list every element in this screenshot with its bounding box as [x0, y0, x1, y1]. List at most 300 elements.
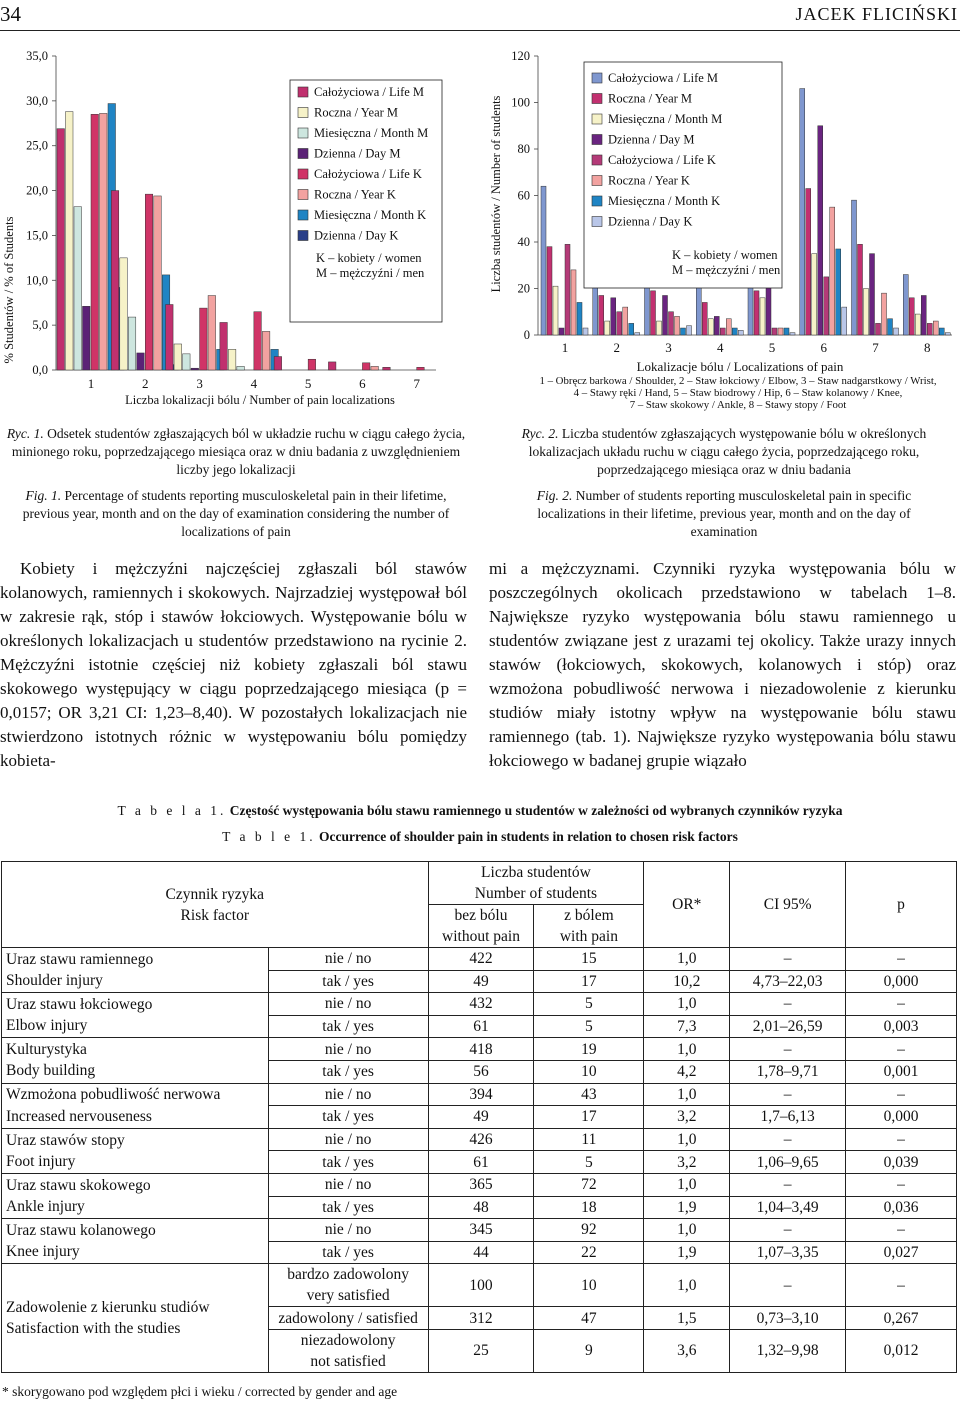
- bar-2-4: [611, 298, 616, 335]
- bar-8-8: [945, 333, 950, 335]
- risk-factor-en: Body building: [6, 1062, 96, 1080]
- cell-with: 47: [534, 1307, 644, 1330]
- caption-label: Ryc. 1.: [6, 426, 44, 441]
- level-text: tak / yes: [322, 1153, 374, 1171]
- cell-with: 72: [534, 1173, 644, 1196]
- figure-1-caption-pl: [6, 425, 466, 480]
- legend-swatch: [298, 190, 308, 200]
- cell-with: 5: [534, 993, 644, 1016]
- bar-3-6: [208, 296, 216, 370]
- bar-3-4: [191, 368, 199, 370]
- legend-note-men: M – mężczyźni / men: [316, 266, 425, 280]
- header-text: bez bólu: [454, 907, 508, 924]
- level-text: nie / no: [324, 1040, 372, 1058]
- bar-6-6: [371, 366, 379, 370]
- cell-p: –: [846, 948, 957, 971]
- risk-factor-cell: [2, 993, 269, 1038]
- bar-8-7: [939, 328, 944, 335]
- legend-swatch: [298, 149, 308, 159]
- cell-p: –: [846, 1264, 957, 1307]
- table-row: [2, 1173, 957, 1196]
- bar-6-4: [818, 126, 823, 335]
- risk-factor-pl: Kulturystyka: [6, 1041, 87, 1059]
- cell-p: 0,000: [846, 1106, 957, 1129]
- cell-ci: 1,07–3,35: [730, 1241, 846, 1264]
- legend-swatch: [298, 169, 308, 179]
- figure-2-chart: [480, 40, 960, 415]
- cell-or: 4,2: [644, 1060, 730, 1083]
- level-text: nie / no: [324, 950, 372, 968]
- cell-ci: –: [730, 1083, 846, 1106]
- cell-with: 10: [534, 1060, 644, 1083]
- bar-5-5: [772, 328, 777, 335]
- bar-2-1: [111, 191, 119, 370]
- cell-p: 0,001: [846, 1060, 957, 1083]
- cell-with: 5: [534, 1015, 644, 1038]
- header-rule: [0, 30, 960, 31]
- bar-4-6: [726, 319, 731, 335]
- cell-ci: 2,01–26,59: [730, 1015, 846, 1038]
- bar-8-6: [933, 321, 938, 335]
- level-cell: [268, 970, 428, 993]
- legend-label: Miesięczna / Month K: [314, 208, 427, 222]
- y-tick-label: 20,0: [26, 183, 48, 198]
- cell-with: 18: [534, 1196, 644, 1219]
- body-column-left: [0, 557, 467, 773]
- bar-5-5: [308, 359, 316, 370]
- cell-ci: –: [730, 1173, 846, 1196]
- risk-factor-cell: [2, 1264, 269, 1373]
- cell-or: 1,9: [644, 1241, 730, 1264]
- level-cell: [268, 1196, 428, 1219]
- risk-factor-cell: [2, 1128, 269, 1173]
- caption-label: Ryc. 2.: [521, 426, 559, 441]
- legend-label: Dzienna / Day M: [314, 146, 401, 161]
- x-tick-label: 5: [768, 340, 776, 355]
- table-row: [2, 993, 957, 1016]
- cell-ci: –: [730, 948, 846, 971]
- bar-1-6: [100, 113, 108, 370]
- cell-or: 1,0: [644, 948, 730, 971]
- cell-without: 25: [428, 1329, 534, 1372]
- cell-or: 3,6: [644, 1329, 730, 1372]
- legend-note-women: K – kobiety / women: [316, 251, 422, 265]
- level-cell: [268, 1241, 428, 1264]
- bar-2-5: [145, 194, 153, 370]
- bar-4-1: [220, 322, 228, 370]
- figure-1-x-axis-label: Liczba lokalizacji bólu / Number of pain localizations: [125, 393, 395, 407]
- x-tick-label: 7: [872, 340, 879, 355]
- cell-or: 1,0: [644, 1219, 730, 1242]
- header-with-pain: [534, 905, 644, 948]
- legend-swatch: [592, 217, 602, 227]
- legend-label: Miesięczna / Month M: [608, 112, 723, 126]
- legend-swatch: [592, 73, 602, 83]
- legend-note-women: K – kobiety / women: [672, 248, 778, 262]
- level-text: tak / yes: [322, 1108, 374, 1126]
- bar-6-1: [800, 89, 805, 335]
- cell-without: 365: [428, 1173, 534, 1196]
- bar-6-2: [806, 189, 811, 335]
- level-text: tak / yes: [322, 1198, 374, 1216]
- cell-or: 1,0: [644, 1128, 730, 1151]
- caption-text: Częstość występowania bólu stawu ramiennego u studentów w zależności od wybranych czynników ryzyka: [229, 803, 843, 818]
- bar-3-1: [166, 305, 174, 370]
- bar-5-4: [766, 286, 771, 335]
- header-ci: CI 95%: [730, 862, 846, 948]
- legend-label: Dzienna / Day K: [314, 228, 399, 243]
- bar-8-4: [921, 295, 926, 335]
- bar-3-3: [183, 354, 191, 370]
- legend-label: Całożyciowa / Life M: [314, 85, 425, 99]
- cell-ci: 0,73–3,10: [730, 1307, 846, 1330]
- legend-swatch: [592, 155, 602, 165]
- cell-p: –: [846, 1219, 957, 1242]
- header-text: with pain: [559, 928, 618, 945]
- bar-4-7: [732, 328, 737, 335]
- figure-1-chart: [0, 40, 480, 415]
- cell-ci: –: [730, 1038, 846, 1061]
- legend-label: Całożyciowa / Life K: [314, 167, 422, 181]
- cell-without: 61: [428, 1151, 534, 1174]
- bar-6-8: [842, 307, 847, 335]
- level-cell: [268, 948, 428, 971]
- bar-1-4: [83, 306, 91, 370]
- caption-text: Number of students reporting musculoskeletal pain in specific localizations in their lifetime, previous year, month and on the day of examination: [537, 488, 912, 540]
- table-row: [2, 1083, 957, 1106]
- level-text: tak / yes: [322, 1063, 374, 1081]
- bar-3-7: [681, 328, 686, 335]
- legend-label: Miesięczna / Month K: [608, 194, 721, 208]
- bar-1-3: [74, 207, 82, 370]
- bar-2-8: [635, 333, 640, 335]
- table-row: [2, 1038, 957, 1061]
- cell-with: 17: [534, 970, 644, 993]
- legend-swatch: [298, 87, 308, 97]
- cell-or: 1,9: [644, 1196, 730, 1219]
- x-tick-label: 5: [304, 376, 312, 391]
- table-row: [2, 948, 957, 971]
- x-tick-label: 1: [87, 376, 95, 391]
- y-tick-label: 30,0: [26, 93, 48, 108]
- cell-p: 0,027: [846, 1241, 957, 1264]
- bar-2-5: [617, 312, 622, 335]
- cell-p: 0,267: [846, 1307, 957, 1330]
- cell-or: 1,0: [644, 1038, 730, 1061]
- cell-or: 3,2: [644, 1151, 730, 1174]
- y-tick-label: 10,0: [26, 273, 48, 288]
- cell-with: 9: [534, 1329, 644, 1372]
- bar-3-5: [200, 308, 208, 370]
- cell-p: 0,012: [846, 1329, 957, 1372]
- cell-without: 312: [428, 1307, 534, 1330]
- legend-label: Dzienna / Day K: [608, 214, 693, 229]
- cell-or: 1,0: [644, 1264, 730, 1307]
- legend-swatch: [298, 128, 308, 138]
- level-text: niezadowolony: [300, 1331, 396, 1349]
- risk-factor-en: Satisfaction with the studies: [6, 1320, 181, 1338]
- bar-1-7: [577, 302, 582, 335]
- x-tick-label: 1: [561, 340, 569, 355]
- bar-6-3: [812, 254, 817, 335]
- bar-7-5: [417, 367, 425, 370]
- table-header-row: [2, 862, 957, 905]
- cell-ci: –: [730, 993, 846, 1016]
- page-number: 34: [0, 2, 21, 26]
- bar-6-7: [836, 249, 841, 335]
- level-cell: [268, 1151, 428, 1174]
- table-1-caption-pl: [0, 803, 960, 819]
- bar-5-6: [778, 328, 783, 335]
- y-tick-label: 120: [511, 49, 530, 63]
- table-row: [2, 1219, 957, 1242]
- y-tick-label: 25,0: [26, 138, 48, 153]
- cell-or: 7,3: [644, 1015, 730, 1038]
- risk-factor-en: Ankle injury: [6, 1198, 85, 1216]
- cell-with: 92: [534, 1219, 644, 1242]
- cell-without: 418: [428, 1038, 534, 1061]
- caption-label: T a b l e 1.: [222, 829, 316, 844]
- bar-5-1: [274, 357, 282, 370]
- y-tick-label: 40: [517, 235, 530, 249]
- header-text: z bólem: [564, 907, 614, 924]
- bar-7-4: [870, 254, 875, 335]
- level-text-en: not satisfied: [310, 1352, 386, 1370]
- bar-5-2: [754, 291, 759, 335]
- cell-p: –: [846, 1083, 957, 1106]
- bar-4-2: [228, 349, 236, 370]
- header-text: Number of students: [474, 885, 598, 902]
- risk-factor-cell: [2, 1038, 269, 1083]
- bar-7-5: [876, 323, 881, 335]
- level-cell: [268, 1173, 428, 1196]
- risk-factor-cell: [2, 1083, 269, 1128]
- legend-label: Całożyciowa / Life M: [608, 71, 719, 85]
- bar-2-7: [629, 323, 634, 335]
- y-tick-label: 20: [517, 281, 530, 296]
- header-number-of-students: [428, 862, 644, 905]
- cell-without: 432: [428, 993, 534, 1016]
- cell-with: 17: [534, 1106, 644, 1129]
- level-cell: [268, 993, 428, 1016]
- level-cell: [268, 1083, 428, 1106]
- x-tick-label: 4: [717, 340, 724, 355]
- bar-6-6: [830, 207, 835, 335]
- header-or: OR*: [644, 862, 730, 948]
- header-without-pain: [428, 905, 534, 948]
- bar-3-2: [651, 291, 656, 335]
- risk-factor-pl: Uraz stawów stopy: [6, 1131, 125, 1149]
- bar-3-8: [687, 326, 692, 335]
- x-tick-label: 2: [613, 340, 620, 355]
- bar-3-6: [675, 316, 680, 335]
- table-1-caption-en: [0, 829, 960, 845]
- legend-swatch: [298, 108, 308, 118]
- level-text: nie / no: [324, 1176, 372, 1194]
- cell-without: 48: [428, 1196, 534, 1219]
- bar-4-3: [708, 319, 713, 335]
- figure-2-caption-en: [504, 487, 944, 542]
- bar-1-3: [553, 286, 558, 335]
- legend-label: Całożyciowa / Life K: [608, 153, 716, 167]
- level-text: nie / no: [324, 1131, 372, 1149]
- cell-p: 0,039: [846, 1151, 957, 1174]
- bar-1-2: [66, 112, 74, 370]
- level-cell: [268, 1128, 428, 1151]
- risk-factor-pl: Uraz stawu skokowego: [6, 1176, 151, 1194]
- risk-factor-en: Foot injury: [6, 1152, 76, 1170]
- bar-1-1: [541, 186, 546, 335]
- cell-ci: 1,7–6,13: [730, 1106, 846, 1129]
- legend-swatch: [298, 210, 308, 220]
- bar-7-6: [882, 293, 887, 335]
- level-text: nie / no: [324, 1221, 372, 1239]
- cell-ci: 1,32–9,98: [730, 1329, 846, 1372]
- bar-6-5: [824, 277, 829, 335]
- risk-factor-pl: Uraz stawu kolanowego: [6, 1221, 156, 1239]
- caption-text: Percentage of students reporting musculoskeletal pain in their lifetime, previous year, month and on the day of examination considering the number of localizations of pain: [22, 488, 450, 540]
- cell-with: 22: [534, 1241, 644, 1264]
- bar-1-5: [565, 244, 570, 335]
- level-text: tak / yes: [322, 1244, 374, 1262]
- legend-label: Miesięczna / Month M: [314, 126, 429, 140]
- risk-factor-pl: Uraz stawu ramiennego: [6, 950, 154, 968]
- cell-p: –: [846, 1173, 957, 1196]
- figure-2-x-axis-label: Lokalizacje bólu / Localizations of pain: [636, 359, 844, 374]
- bar-4-4: [714, 316, 719, 335]
- cell-with: 11: [534, 1128, 644, 1151]
- risk-factor-cell: [2, 948, 269, 993]
- legend-label: Dzienna / Day M: [608, 132, 695, 147]
- cell-or: 1,5: [644, 1307, 730, 1330]
- risk-factor-table: [1, 861, 957, 1373]
- legend-label: Roczna / Year K: [314, 187, 396, 202]
- legend-swatch: [592, 94, 602, 104]
- header-text: Czynnik ryzyka: [165, 885, 265, 903]
- y-tick-label: 15,0: [26, 228, 48, 243]
- cell-without: 61: [428, 1015, 534, 1038]
- x-tick-label: 8: [924, 340, 931, 355]
- bar-2-6: [623, 307, 628, 335]
- caption-label: T a b e l a 1.: [117, 803, 227, 818]
- cell-ci: 4,73–22,03: [730, 970, 846, 993]
- bar-3-5: [669, 312, 674, 335]
- cell-with: 43: [534, 1083, 644, 1106]
- caption-label: Fig. 2.: [536, 488, 573, 503]
- x-tick-label: 3: [665, 340, 672, 355]
- cell-without: 44: [428, 1241, 534, 1264]
- cell-without: 394: [428, 1083, 534, 1106]
- figure-2-location-key-line-1: 1 – Obręcz barkowa / Shoulder, 2 – Staw łokciowy / Elbow, 3 – Staw nadgarstkowy / Wrist,: [539, 375, 937, 387]
- cell-without: 49: [428, 1106, 534, 1129]
- table-row: [2, 1264, 957, 1307]
- level-text: bardzo zadowolony: [287, 1266, 409, 1284]
- cell-without: 422: [428, 948, 534, 971]
- y-tick-label: 35,0: [26, 49, 48, 63]
- bar-1-2: [547, 247, 552, 335]
- bar-4-3: [237, 366, 245, 370]
- caption-text: Occurrence of shoulder pain in students in relation to chosen risk factors: [318, 829, 738, 844]
- bar-7-2: [858, 244, 863, 335]
- bar-2-2: [120, 258, 128, 370]
- cell-p: –: [846, 1128, 957, 1151]
- table-footnote: * skorygowano pod względem płci i wieku / corrected by gender and age: [2, 1384, 398, 1399]
- y-tick-label: 80: [517, 142, 530, 156]
- risk-factor-pl: Zadowolenie z kierunku studiów: [6, 1298, 210, 1316]
- bar-7-1: [383, 367, 391, 370]
- bar-4-6: [262, 331, 270, 370]
- level-text: nie / no: [324, 995, 372, 1013]
- running-head-author: JACEK FLICIŃSKI: [795, 4, 958, 24]
- level-cell: [268, 1038, 428, 1061]
- cell-without: 345: [428, 1219, 534, 1242]
- bar-3-2: [174, 344, 182, 370]
- legend-swatch: [298, 231, 308, 241]
- bar-2-3: [128, 317, 136, 370]
- cell-with: 10: [534, 1264, 644, 1307]
- risk-factor-en: Knee injury: [6, 1243, 80, 1261]
- header-text: without pain: [442, 928, 520, 945]
- cell-without: 100: [428, 1264, 534, 1307]
- body-column-right: [489, 557, 956, 773]
- bar-1-8: [583, 328, 588, 335]
- figure-1-y-axis-label: % Studentów / % of Students: [2, 216, 16, 364]
- cell-with: 19: [534, 1038, 644, 1061]
- level-cell: [268, 1264, 428, 1307]
- cell-p: –: [846, 993, 957, 1016]
- bar-8-3: [915, 314, 920, 335]
- bar-4-5: [720, 328, 725, 335]
- bar-4-8: [738, 330, 743, 335]
- x-tick-label: 6: [359, 376, 366, 391]
- level-cell: [268, 1219, 428, 1242]
- bar-6-5: [362, 363, 370, 370]
- risk-factor-pl: Uraz stawu łokciowego: [6, 995, 153, 1013]
- cell-without: 49: [428, 970, 534, 993]
- figure-1-caption-en: [6, 487, 466, 542]
- y-tick-label: 100: [511, 95, 530, 110]
- cell-or: 1,0: [644, 1083, 730, 1106]
- cell-ci: 1,78–9,71: [730, 1060, 846, 1083]
- bar-5-7: [784, 328, 789, 335]
- bar-8-2: [909, 298, 914, 335]
- level-cell: [268, 1307, 428, 1330]
- bar-1-5: [91, 114, 99, 370]
- figure-2-location-key-line-3: 7 – Staw skokowy / Ankle, 8 – Stawy stopy / Foot: [629, 399, 847, 411]
- cell-ci: –: [730, 1128, 846, 1151]
- caption-label: Fig. 1.: [25, 488, 62, 503]
- legend-swatch: [592, 196, 602, 206]
- level-text: nie / no: [324, 1085, 372, 1103]
- bar-3-3: [657, 321, 662, 335]
- bar-4-1: [696, 286, 701, 335]
- cell-or: 3,2: [644, 1106, 730, 1129]
- figure-2-location-key-line-2: 4 – Stawy ręki / Hand, 5 – Staw biodrowy / Hip, 6 – Staw kolanowy / Knee,: [573, 387, 903, 399]
- level-cell: [268, 1106, 428, 1129]
- risk-factor-pl: Wzmożona pobudliwość nerwowa: [6, 1086, 221, 1104]
- bar-5-8: [790, 333, 795, 335]
- level-text: zadowolony / satisfied: [278, 1309, 418, 1327]
- table-row: [2, 1128, 957, 1151]
- bar-1-4: [559, 328, 564, 335]
- cell-with: 5: [534, 1151, 644, 1174]
- cell-p: 0,000: [846, 970, 957, 993]
- body-paragraph: mi a mężczyznami. Czynniki ryzyka występowania bólu w poszczególnych okolicach przedstawiono w tabelach 1–8. Największe ryzyko występowania bólu stawu ramiennego u studentów związane jest z urazami tej okolicy. Także urazy innych stawów (łokciowych, skokowych, kolanowych i stóp) oraz wzmożona pobudliwość nerwowa i niezadowolenie z kierunku studiów miały istotny wpływ na występowanie bólu stawu ramiennego (tab. 1). Największe ryzyko występowania bólu stawu łokciowego w badanej grupie wiązało: [489, 559, 956, 770]
- y-tick-label: 0: [523, 328, 530, 342]
- header-p: p: [846, 862, 957, 948]
- x-tick-label: 7: [413, 376, 420, 391]
- x-tick-label: 2: [142, 376, 149, 391]
